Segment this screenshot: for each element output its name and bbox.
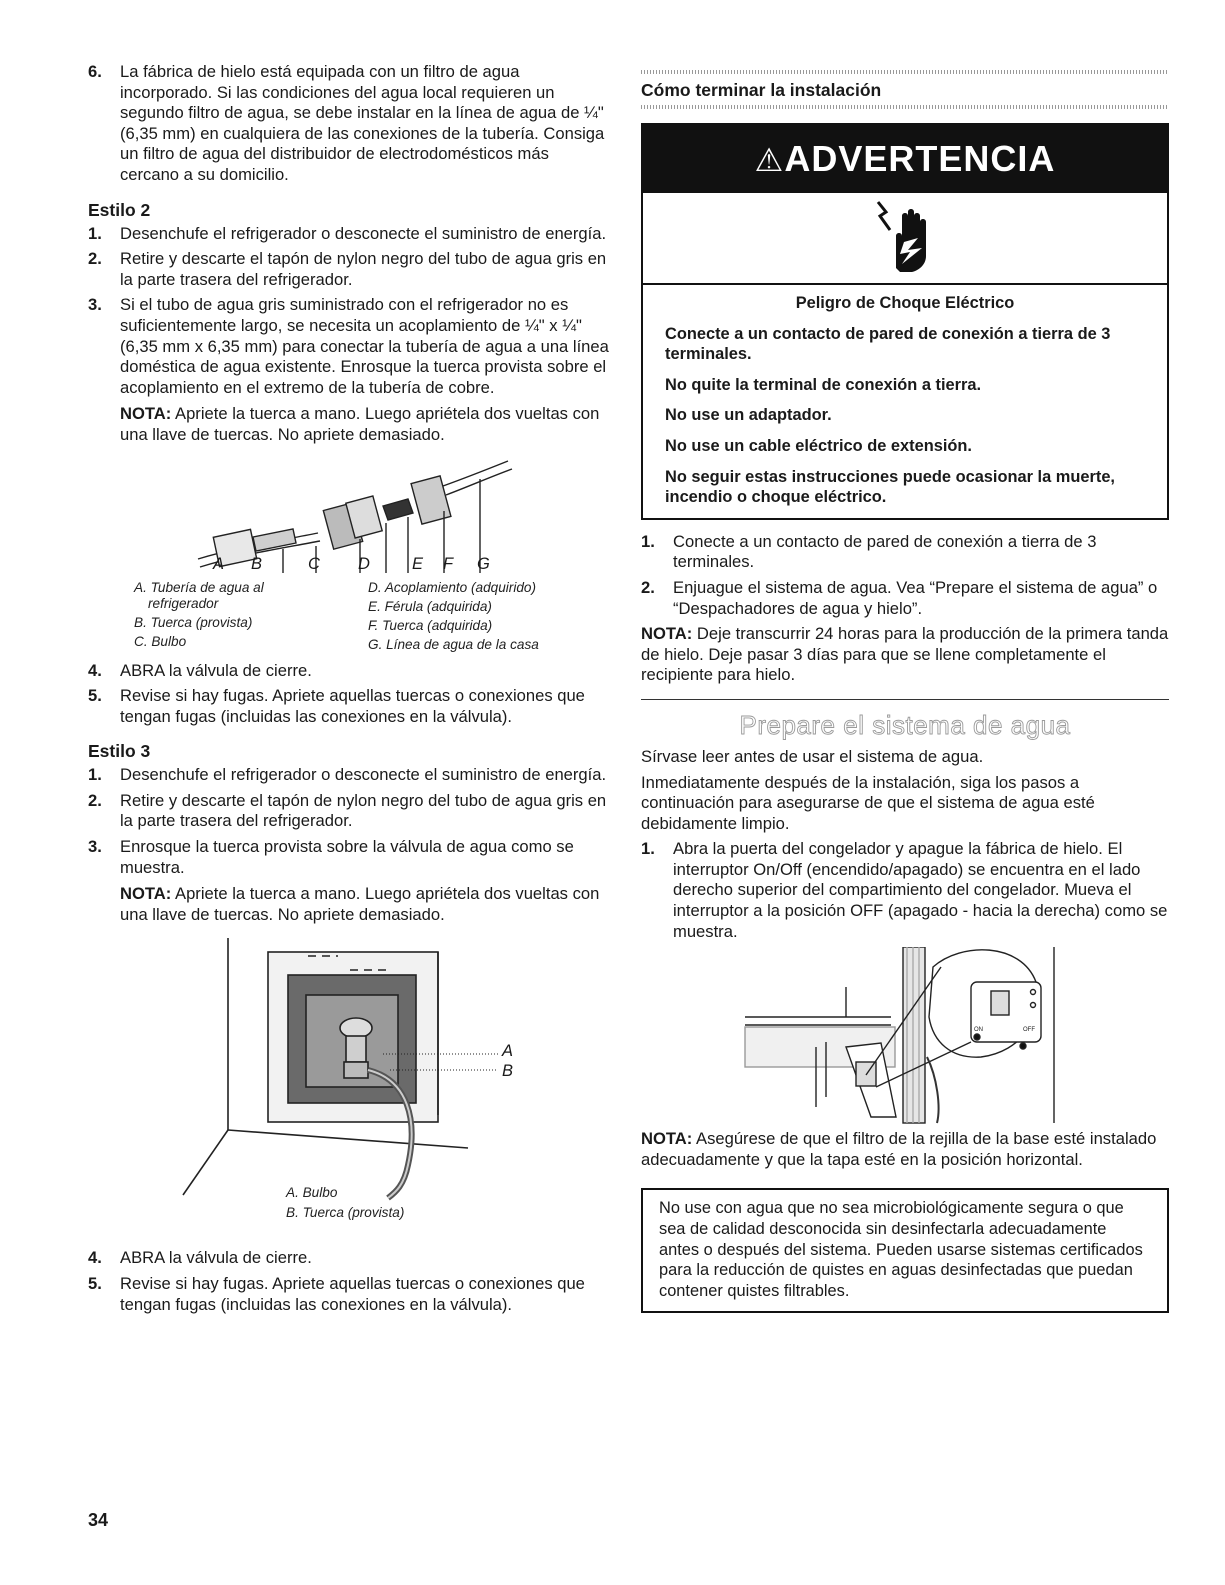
caption-d: D. Acoplamiento (adquirido) [368,579,536,595]
finish-steps [641,532,1169,619]
switch-label-on: ON [974,1027,983,1034]
install-steps-continued [88,62,610,186]
style-2-steps [88,224,610,446]
coupling-diagram [88,451,610,661]
list-item: 5. Revise si hay fugas. Apriete aquellas tuercas o conexiones que tengan fugas (incluidas las conexiones en la válvula). [88,1274,585,1314]
caption-b: B. Tuerca (provista) [286,1205,405,1221]
style-2-note: NOTA: Apriete la tuerca a mano. Luego apriétela dos vueltas con una llave de tuercas. No apriete demasiado. [120,404,600,444]
list-item: 3. Si el tubo de agua gris suministrado con el refrigerador no es suficientemente largo, se necesita un acoplamiento de ¼" x ¼" (6,35 mm x 6,35 mm) para conectar la tubería de agua a una línea doméstica de agua existente. Enrosque la tuerca provista sobre el acoplamiento en el extremo de la tubería de cobre. NOTA: Apriete la tuerca a mano. Luego apriétela dos vueltas con una llave de tuercas. No apriete demasiado. [88,295,609,444]
warning-line: No use un adaptador. [665,406,832,425]
divider [641,70,1169,74]
figure-label-d: D [358,554,370,573]
valve-diagram [88,930,610,1248]
right-column [641,70,1169,1313]
list-item: 6. La fábrica de hielo está equipada con un filtro de agua incorporado. Si las condiciones del agua local requieren un segundo filtro de agua, se debe instalar en la línea de agua de ¼" (6,35 mm) en cualquiera de las conexiones de la tubería. Consiga un filtro de agua del distribuidor de electrodomésticos más cercano a su domicilio. [88,62,605,184]
warning-line: No quite la terminal de conexión a tierra. [665,375,982,394]
figure-label-c: C [308,554,320,573]
prepare-note: NOTA: Asegúrese de que el filtro de la rejilla de la base esté instalado adecuadamente y que la tapa esté en la posición horizontal. [641,1129,1157,1169]
warning-line: No seguir estas instrucciones puede ocasionar la muerte, incendio o choque eléctrico. [665,467,1115,507]
warning-header [643,125,1167,193]
caption-g: G. Línea de agua de la casa [368,636,539,652]
section-title: Cómo terminar la instalación [641,80,882,100]
figure-label-a: A [502,1042,514,1061]
warning-icon-row [643,193,1167,285]
valve-illustration [88,930,610,1205]
style-2-steps-after [88,661,610,728]
finish-note: NOTA: Deje transcurrir 24 horas para la producción de la primera tanda de hielo. Deje pasar 3 días para que se llene completamente el recipiente para hielo. [641,624,1169,685]
style-3-steps [88,765,610,925]
warning-title: ADVERTENCIA [784,138,1056,179]
electric-shock-hand-icon [870,198,940,278]
warning-line: Conecte a un contacto de pared de conexión a tierra de 3 terminales. [665,324,1111,364]
style-3-heading: Estilo 3 [88,741,151,762]
warning-triangle-icon: ⚠ [754,142,785,178]
list-item: 1. Abra la puerta del congelador y apague la fábrica de hielo. El interruptor On/Off (encendido/apagado) se encuentra en el lado derecho superior del compartimiento del congelador. Mueva el interruptor a la posición OFF (apagado - hacia la derecha) como se muestra. [641,839,1168,941]
figure-label-b: B [251,554,263,573]
style-3-steps-after [88,1248,610,1315]
caption-e: E. Férula (adquirida) [368,598,492,614]
prepare-intro: Sírvase leer antes de usar el sistema de agua. [641,746,984,766]
coupling-illustration [88,451,610,581]
figure-label-g: G [477,554,490,573]
warning-body [643,285,1167,518]
figure-label-e: E [412,554,424,573]
caption-a: A. Tubería de agua al [134,579,264,595]
warning-line: No use un cable eléctrico de extensión. [665,436,972,455]
page-number: 34 [88,1510,109,1530]
list-item: 3. Enrosque la tuerca provista sobre la válvula de agua como se muestra. NOTA: Apriete la tuerca a mano. Luego apriétela dos vueltas con una llave de tuercas. No apriete demasiado. [88,837,610,925]
switch-label-off: OFF [1023,1027,1035,1034]
switch-illustration [641,947,1169,1129]
list-item: 2. Enjuague el sistema de agua. Vea “Prepare el sistema de agua” o “Despachadores de agua y hielo”. [641,577,1158,618]
divider [641,105,1169,109]
list-item: 2. Retire y descarte el tapón de nylon negro del tubo de agua gris en la parte trasera del refrigerador. [88,790,607,831]
style-2-heading: Estilo 2 [88,199,151,220]
prepare-intro: Inmediatamente después de la instalación, siga los pasos a continuación para asegurarse de que el sistema de agua esté debidamente limpio. [641,772,1095,833]
prepare-steps [641,839,1169,942]
warning-box [641,123,1169,520]
figure-label-a: A [213,554,225,573]
list-item: 1. Conecte a un contacto de pared de conexión a tierra de 3 terminales. [641,531,1097,572]
list-item: 1. Desenchufe el refrigerador o desconecte el suministro de energía. [88,765,607,785]
list-item: 5. Revise si hay fugas. Apriete aquellas tuercas o conexiones que tengan fugas (incluidas las conexiones en la válvula). [88,686,585,726]
figure-label-f: F [443,554,454,573]
caption-a: A. Bulbo [286,1185,338,1201]
divider [641,699,1169,700]
style-3-note: NOTA: Apriete la tuerca a mano. Luego apriétela dos vueltas con una llave de tuercas. No apriete demasiado. [120,884,600,924]
caption-c: C. Bulbo [134,633,187,649]
hazard-title: Peligro de Choque Eléctrico [795,294,1015,312]
water-safety-notice: No use con agua que no sea microbiológicamente segura o que sea de calidad desconocida sin desinfectarla adecuadamente antes o después del sistema. Pueden usarse sistemas certificados para la reducción de quistes en aguas desinfectadas que puedan contener quistes filtrables. [641,1188,1169,1313]
caption-a-cont: refrigerador [148,595,219,611]
list-item: 4. ABRA la válvula de cierre. [88,1248,312,1268]
list-item: 2. Retire y descarte el tapón de nylon negro del tubo de agua gris en la parte trasera del refrigerador. [88,249,607,289]
caption-f: F. Tuerca (adquirida) [368,617,493,633]
caption-b: B. Tuerca (provista) [134,614,253,630]
prepare-heading: Prepare el sistema de agua [739,709,1071,740]
figure-label-b: B [502,1062,514,1081]
list-item: 1. Desenchufe el refrigerador o desconecte el suministro de energía. [88,223,607,243]
left-column [88,62,610,1320]
list-item: 4. ABRA la válvula de cierre. [88,660,312,680]
ice-maker-switch-diagram [641,947,1169,1129]
